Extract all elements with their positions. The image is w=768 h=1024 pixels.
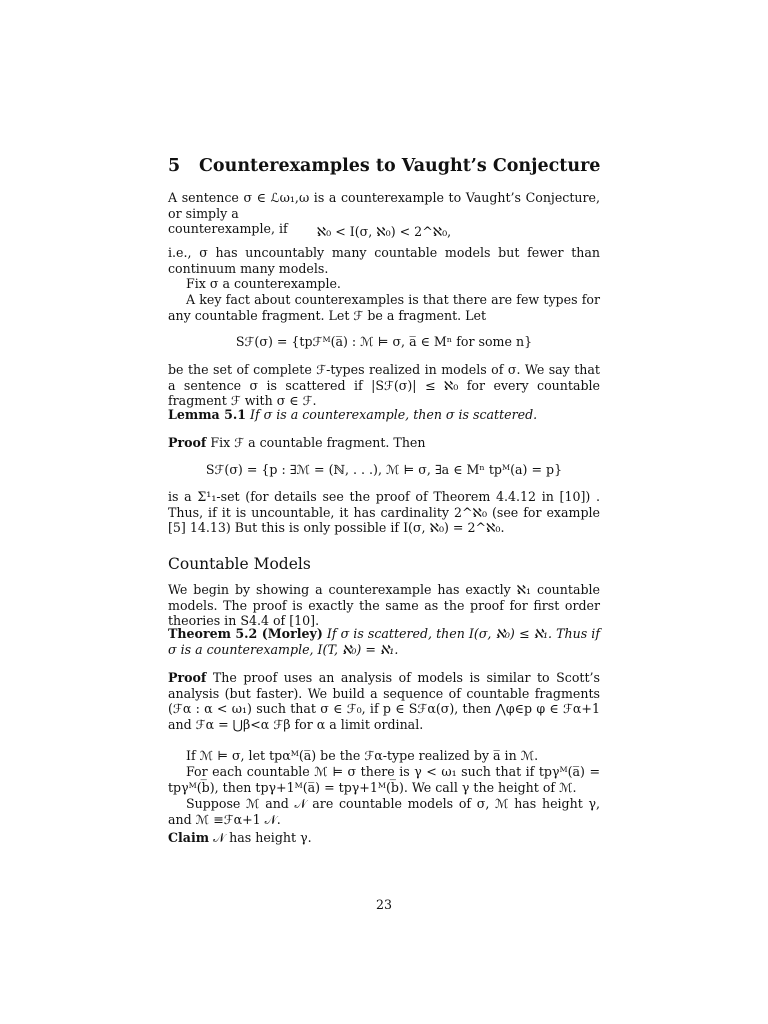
page-number: 23 bbox=[375, 897, 393, 912]
types-set-display: Sℱ(σ) = {tpℱᴹ(a̅) : ℳ ⊨ σ, a̅ ∈ Mⁿ for some n} bbox=[235, 334, 533, 349]
claim-label: Claim bbox=[168, 830, 210, 845]
lemma-statement: If σ is a counterexample, then σ is scattered. bbox=[250, 407, 538, 422]
section-number: 5 bbox=[168, 156, 181, 176]
key-fact-paragraph: A key fact about counterexamples is that there are few types for any countable fragment. Let ℱ be a fragment. Let bbox=[168, 292, 600, 323]
proof-2-label: Proof bbox=[168, 670, 207, 685]
lemma-label: Lemma 5.1 bbox=[168, 407, 246, 422]
fix-paragraph: Fix σ a counterexample. bbox=[186, 276, 341, 291]
proof-1-display: Sℱ(σ) = {p : ∃ℳ = (ℕ, . . .), ℳ ⊨ σ, ∃a ∈ Mⁿ tpᴹ(a) = p} bbox=[205, 462, 563, 477]
display-inequality: ℵ₀ < I(σ, ℵ₀) < 2^ℵ₀, bbox=[316, 224, 452, 239]
lemma-block bbox=[168, 407, 600, 423]
proof-1-intro bbox=[168, 435, 600, 451]
theorem-statement: If σ is scattered, then I(σ, ℵ₀) ≤ ℵ₁. Thus if σ is a counterexample, I(T, ℵ₀) = ℵ₁. bbox=[168, 626, 600, 657]
ie-paragraph: i.e., σ has uncountably many countable models but fewer than continuum many models. bbox=[168, 245, 600, 276]
section-title: Counterexamples to Vaught’s Conjecture bbox=[199, 156, 601, 176]
proof-1-intro-text: Fix ℱ a countable fragment. Then bbox=[210, 435, 426, 450]
proof-2-text: The proof uses an analysis of models is similar to Scott’s analysis (but faster). We build a sequence of countable fragments (ℱα : α < ω₁) such that σ ∈ ℱ₀, if p ∈ Sℱα(σ), then ⋀φ∈p φ ∈ ℱα+1 and ℱα = ⋃β<α ℱβ for α a limit ordinal. bbox=[168, 670, 600, 732]
proof-1-label: Proof bbox=[168, 435, 207, 450]
claim-block bbox=[168, 830, 600, 846]
section-heading bbox=[168, 156, 600, 176]
proof-2-paragraph bbox=[168, 670, 600, 732]
subsection-heading: Countable Models bbox=[168, 555, 311, 573]
proof-1-rest: is a Σ¹₁-set (for details see the proof of Theorem 4.4.12 in [10]) . Thus, if it is uncountable, it has cardinality 2^ℵ₀ (see for example [5] 14.13) But this is only possible if I(σ, ℵ₀) = 2^ℵ₀. bbox=[168, 489, 600, 536]
scattered-paragraph: be the set of complete ℱ-types realized in models of σ. We say that a sentence σ is scattered if |Sℱ(σ)| ≤ ℵ₀ for every countable fragment ℱ with σ ∈ ℱ. bbox=[168, 362, 600, 409]
proof-2-height-definition: For each countable ℳ ⊨ σ there is γ < ω₁ such that if tpγᴹ(a̅) = tpγᴹ(b̅), then tpγ+1ᴹ(a̅) = tpγ+1ᴹ(b̅). We call γ the height of ℳ. bbox=[168, 764, 600, 795]
claim-text: 𝒩 has height γ. bbox=[213, 830, 312, 845]
proof-2-suppose: Suppose ℳ and 𝒩 are countable models of σ, ℳ has height γ, and ℳ ≡ℱα+1 𝒩. bbox=[168, 796, 600, 827]
theorem-block bbox=[168, 626, 600, 657]
countable-models-paragraph: We begin by showing a counterexample has exactly ℵ₁ countable models. The proof is exactly the same as the proof for first order theories in S4.4 of [10]. bbox=[168, 582, 600, 629]
theorem-label: Theorem 5.2 (Morley) bbox=[168, 626, 323, 641]
definition-line-1: A sentence σ ∈ ℒω₁,ω is a counterexample to Vaught’s Conjecture, or simply a bbox=[168, 190, 600, 221]
definition-line-2: counterexample, if bbox=[168, 221, 288, 237]
proof-2-type-definition: If ℳ ⊨ σ, let tpαᴹ(a̅) be the ℱα-type realized by a̅ in ℳ. bbox=[186, 748, 539, 763]
